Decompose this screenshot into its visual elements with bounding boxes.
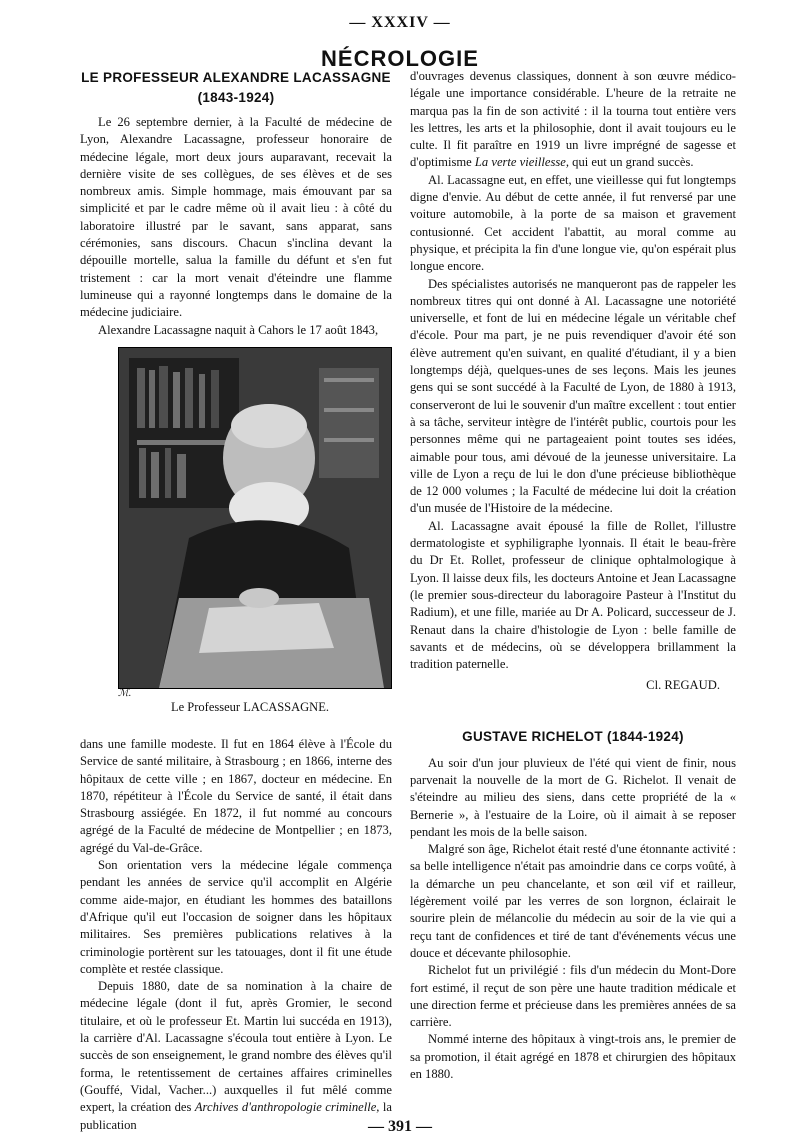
right-column [410, 68, 736, 1083]
paragraph: d'ouvrages devenus classiques, donnent à son œuvre médico-légale une importance considérable. L'heure de la retraite ne marqua pas la fin de son activité : il la tourna tout entière vers les lettres, les arts et la philosophie, dont il avait toujours eu le culte. Il fit paraître en 1919 un livre imprégné de sagesse et d'optimisme La verte vieillesse, qui eut un grand succès. [410, 69, 736, 170]
paragraph: dans une famille modeste. Il fut en 1864 élève à l'École du Service de santé militaire, à Strasbourg ; en 1866, interne des hôpitaux de cette ville ; en 1867, docteur en médecine. En 1870, répétiteur à l'École du Service de santé, il était dans Strasbourg assiégée. En 1872, il fut nommé au concours agrégé de la Faculté de médecine de Montpellier ; en 1873, agrégé du Val-de-Grâce. [80, 737, 392, 855]
photo-signature-mark: ℳ. [118, 688, 132, 699]
page-number: — 391 — [368, 1118, 432, 1135]
page-roman-numeral: — XXXIV — [349, 14, 451, 31]
paragraph: Le 26 septembre dernier, à la Faculté de médecine de Lyon, Alexandre Lacassagne, professeur honoraire de médecine légale, mort deux jours auparavant, recevait la dernière visite de ses collègues, de ses élèves et de ses nombreux amis. Simple hommage, mais émouvant par sa simplicité et par le cadre même où il avait lieu : à côté du laboratoire illustré par le savant, sans apparat, sans cérémonies, sans discours. Chacun s'inclina devant la dépouille mortelle, salua la famille du défunt et s'en fut tristement : car la mort venait d'éteindre une flamme lumineuse qui a rayonné longtemps dans le domaine de la médecine judiciaire. [80, 115, 392, 320]
paragraph: Au soir d'un jour pluvieux de l'été qui vient de finir, nous parvenait la nouvelle de la mort de G. Richelot. Il venait de s'éteindre au milieu des siens, dans cette propriété de la « Bernerie », à l'estuaire de la Loire, où il aimait à se reposer pendant les mois de la belle saison. [410, 755, 736, 839]
photo-caption: Le Professeur LACASSAGNE. [171, 700, 329, 714]
paragraph: Al. Lacassagne eut, en effet, une vieillesse qui fut longtemps digne d'envie. Au début de cette année, il fut renversé par une voiture automobile, à la porte de sa maison et gravement contusionné. Cet accident l'abattit, au moral comme au physique, et précipita la fin d'une longue vie, qu'on espérait plus longue encore. [410, 172, 736, 274]
left-column-top [80, 68, 392, 339]
paragraph: Richelot fut un privilégié : fils d'un médecin du Mont-Dore fort estimé, il reçut de son père une haute tradition médicale et une direction ferme et précieuse dans les premières années de sa carrière. [410, 963, 736, 1030]
paragraph: Al. Lacassagne avait épousé la fille de Rollet, l'illustre dermatologiste et syphiligraphe lyonnais. Il était le beau-frère du Dr Et. Rollet, professeur de clinique ophtalmologique à Lyon. Il laisse deux fils, les docteurs Antoine et Jean Lacassagne (le premier sous-directeur du laboragoire Pasteur à l'Institut du Radium), et une fille, mariée au Dr A. Policard, successeur de J. Renaut dans la chaire d'histologie de Lyon : belle famille de savants et de médecins, où se développera brillamment la tradition paternelle. [410, 518, 736, 672]
paragraph: Alexandre Lacassagne naquit à Cahors le 17 août 1843, [98, 322, 379, 337]
paragraph: Depuis 1880, date de sa nomination à la chaire de médecine légale (dont il fut, après Gromier, le second titulaire, et où le professeur Et. Martin lui succéda en 1913), la carrière d'Al. Lacassagne s'écoula tout entière à Lyon. Le succès de son enseignement, le grand nombre des élèves qu'il forma, le retentissement de certaines affaires criminelles (Gouffé, Vidal, Vacher...) auxquelles il fut mêlé comme expert, la création des Archives d'anthropologie criminelle, la publication [80, 979, 392, 1132]
portrait-illustration [119, 348, 391, 688]
section-title: NÉCROLOGIE [321, 46, 479, 71]
book-title: La verte vieillesse, [474, 155, 569, 170]
author-signature: Cl. REGAUD. [646, 678, 720, 693]
portrait-photo [118, 347, 392, 689]
journal-title: Archives d'anthropologie criminelle, [194, 1100, 380, 1115]
article-heading-richelot: GUSTAVE RICHELOT (1844-1924) [462, 728, 684, 744]
left-column-bottom [80, 736, 392, 1134]
article-heading-lacassagne: LE PROFESSEUR ALEXANDRE LACASSAGNE [81, 70, 391, 85]
article-dates-lacassagne: (1843-1924) [197, 90, 275, 105]
paragraph: Des spécialistes autorisés ne manqueront pas de rappeler les nombreux titres qui ont donné à Al. Lacassagne une notoriété universelle, et font de lui en médecine légale un véritable chef d'école. Pour ma part, je ne puis revendiquer d'avoir été son élève autrement qu'en suivant, en qualité d'étudiant, il y a bien longtemps déjà, quelques-unes de ses leçons. Mais les jeunes gens qui se sont succédé à la Faculté de Lyon, de 1880 à 1913, conserveront de lui le souvenir d'un maître excellent : tout entier à sa tâche, serviteur intègre de l'intérêt public, courtois pour les personnes même qui ne partageaient point toutes ses idées, aimable pour tous, ami dévoué de la jeunesse universitaire. La ville de Lyon a reçu de lui le don d'une précieuse bibliothèque de 12 000 volumes ; la Faculté de médecine lui doit la création d'un musée de l'Histoire de la médecine. [410, 276, 736, 516]
paragraph: Nommé interne des hôpitaux à vingt-trois ans, le premier de sa promotion, il était agrégé en 1878 et chirurgien des hôpitaux en 1880. [410, 1032, 736, 1082]
paragraph: Son orientation vers la médecine légale commença pendant les années de service qu'il accomplit en Algérie comme aide-major, en étudiant les hommes des bataillons d'Afrique qu'il eut l'occasion de soigner dans les hôpitaux militaires. Ses premières publications relatives à la criminologie portèrent sur les tatouages, dont il fit une étude complète et restée classique. [80, 858, 392, 976]
paragraph: Malgré son âge, Richelot était resté d'une étonnante activité : sa belle intelligence n'était pas amoindrie dans ce corps voûté, à la démarche un peu chancelante, et son œil vif et railleur, légèrement voilé par les verres de son lorgnon, éclairait le sourire plein de mélancolie du médecin au soir de la vie qui a reçu tant de confidences et tiré de tant d'événements vécus une douce et décevante philosophie. [410, 842, 736, 960]
